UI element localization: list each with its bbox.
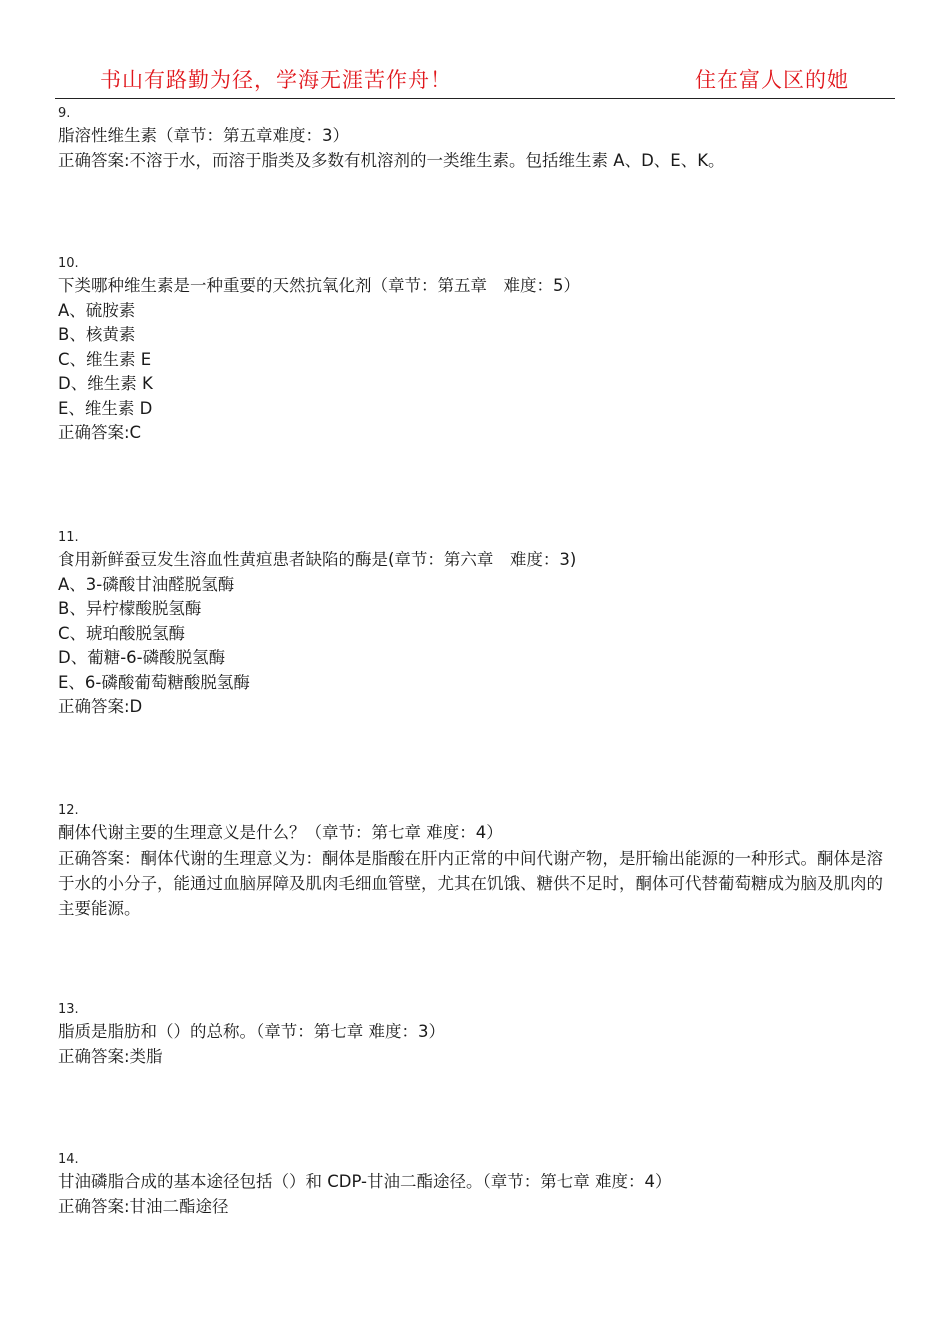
page-header bbox=[0, 0, 950, 100]
question-9 bbox=[58, 106, 898, 173]
question-stem: 脂溶性维生素（章节：第五章难度：3） bbox=[58, 126, 349, 145]
question-answer: 正确答案:类脂 bbox=[58, 1046, 163, 1066]
question-stem: 甘油磷脂合成的基本途径包括（）和 CDP-甘油二酯途径。（章节：第七章 难度：4） bbox=[58, 1172, 672, 1191]
question-14 bbox=[58, 1152, 898, 1219]
question-number: 14. bbox=[58, 1152, 79, 1167]
option-a: A、硫胺素 bbox=[58, 300, 136, 320]
option-d: D、维生素 K bbox=[58, 374, 153, 393]
question-answer: 正确答案:不溶于水，而溶于脂类及多数有机溶剂的一类维生素。包括维生素 A、D、E、K。 bbox=[58, 150, 725, 170]
header-motto: 书山有路勤为径，学海无涯苦作舟！ bbox=[100, 68, 452, 92]
question-10 bbox=[58, 256, 898, 446]
option-c: C、琥珀酸脱氢酶 bbox=[58, 623, 186, 643]
question-answer: 正确答案:甘油二酯途径 bbox=[58, 1196, 229, 1216]
option-c: C、维生素 E bbox=[58, 349, 152, 369]
question-number: 13. bbox=[58, 1002, 79, 1017]
option-e: E、维生素 D bbox=[58, 398, 153, 418]
question-stem: 脂质是脂肪和（）的总称。（章节：第七章 难度：3） bbox=[58, 1022, 445, 1041]
option-e: E、6-磷酸葡萄糖酸脱氢酶 bbox=[58, 672, 250, 692]
question-12 bbox=[58, 803, 898, 921]
question-answer: 正确答案：酮体代谢的生理意义为：酮体是脂酸在肝内正常的中间代谢产物，是肝输出能源的一种形式。酮体是溶于水的小分子，能通过血脑屏障及肌肉毛细血管壁，尤其在饥饿、糖供不足时，酮体可代替葡萄糖成为脑及肌肉的主要能源。 bbox=[58, 848, 883, 918]
header-divider bbox=[55, 98, 895, 99]
question-answer: 正确答案:D bbox=[58, 697, 143, 716]
question-answer: 正确答案:C bbox=[58, 423, 142, 442]
question-13 bbox=[58, 1002, 898, 1069]
question-11 bbox=[58, 530, 898, 720]
option-b: B、核黄素 bbox=[58, 325, 136, 344]
option-a: A、3-磷酸甘油醛脱氢酶 bbox=[58, 574, 235, 594]
option-d: D、葡糖-6-磷酸脱氢酶 bbox=[58, 648, 226, 667]
header-author: 住在富人区的她 bbox=[695, 68, 849, 92]
question-number: 11. bbox=[58, 530, 79, 545]
question-number: 12. bbox=[58, 803, 79, 818]
question-stem: 酮体代谢主要的生理意义是什么？（章节：第七章 难度：4） bbox=[58, 823, 503, 842]
question-stem: 食用新鲜蚕豆发生溶血性黄疸患者缺陷的酶是(章节：第六章 难度：3) bbox=[58, 550, 577, 569]
option-b: B、异柠檬酸脱氢酶 bbox=[58, 599, 202, 618]
question-number: 10. bbox=[58, 256, 79, 271]
question-stem: 下类哪种维生素是一种重要的天然抗氧化剂（章节：第五章 难度：5） bbox=[58, 276, 580, 295]
question-number: 9. bbox=[58, 106, 71, 121]
